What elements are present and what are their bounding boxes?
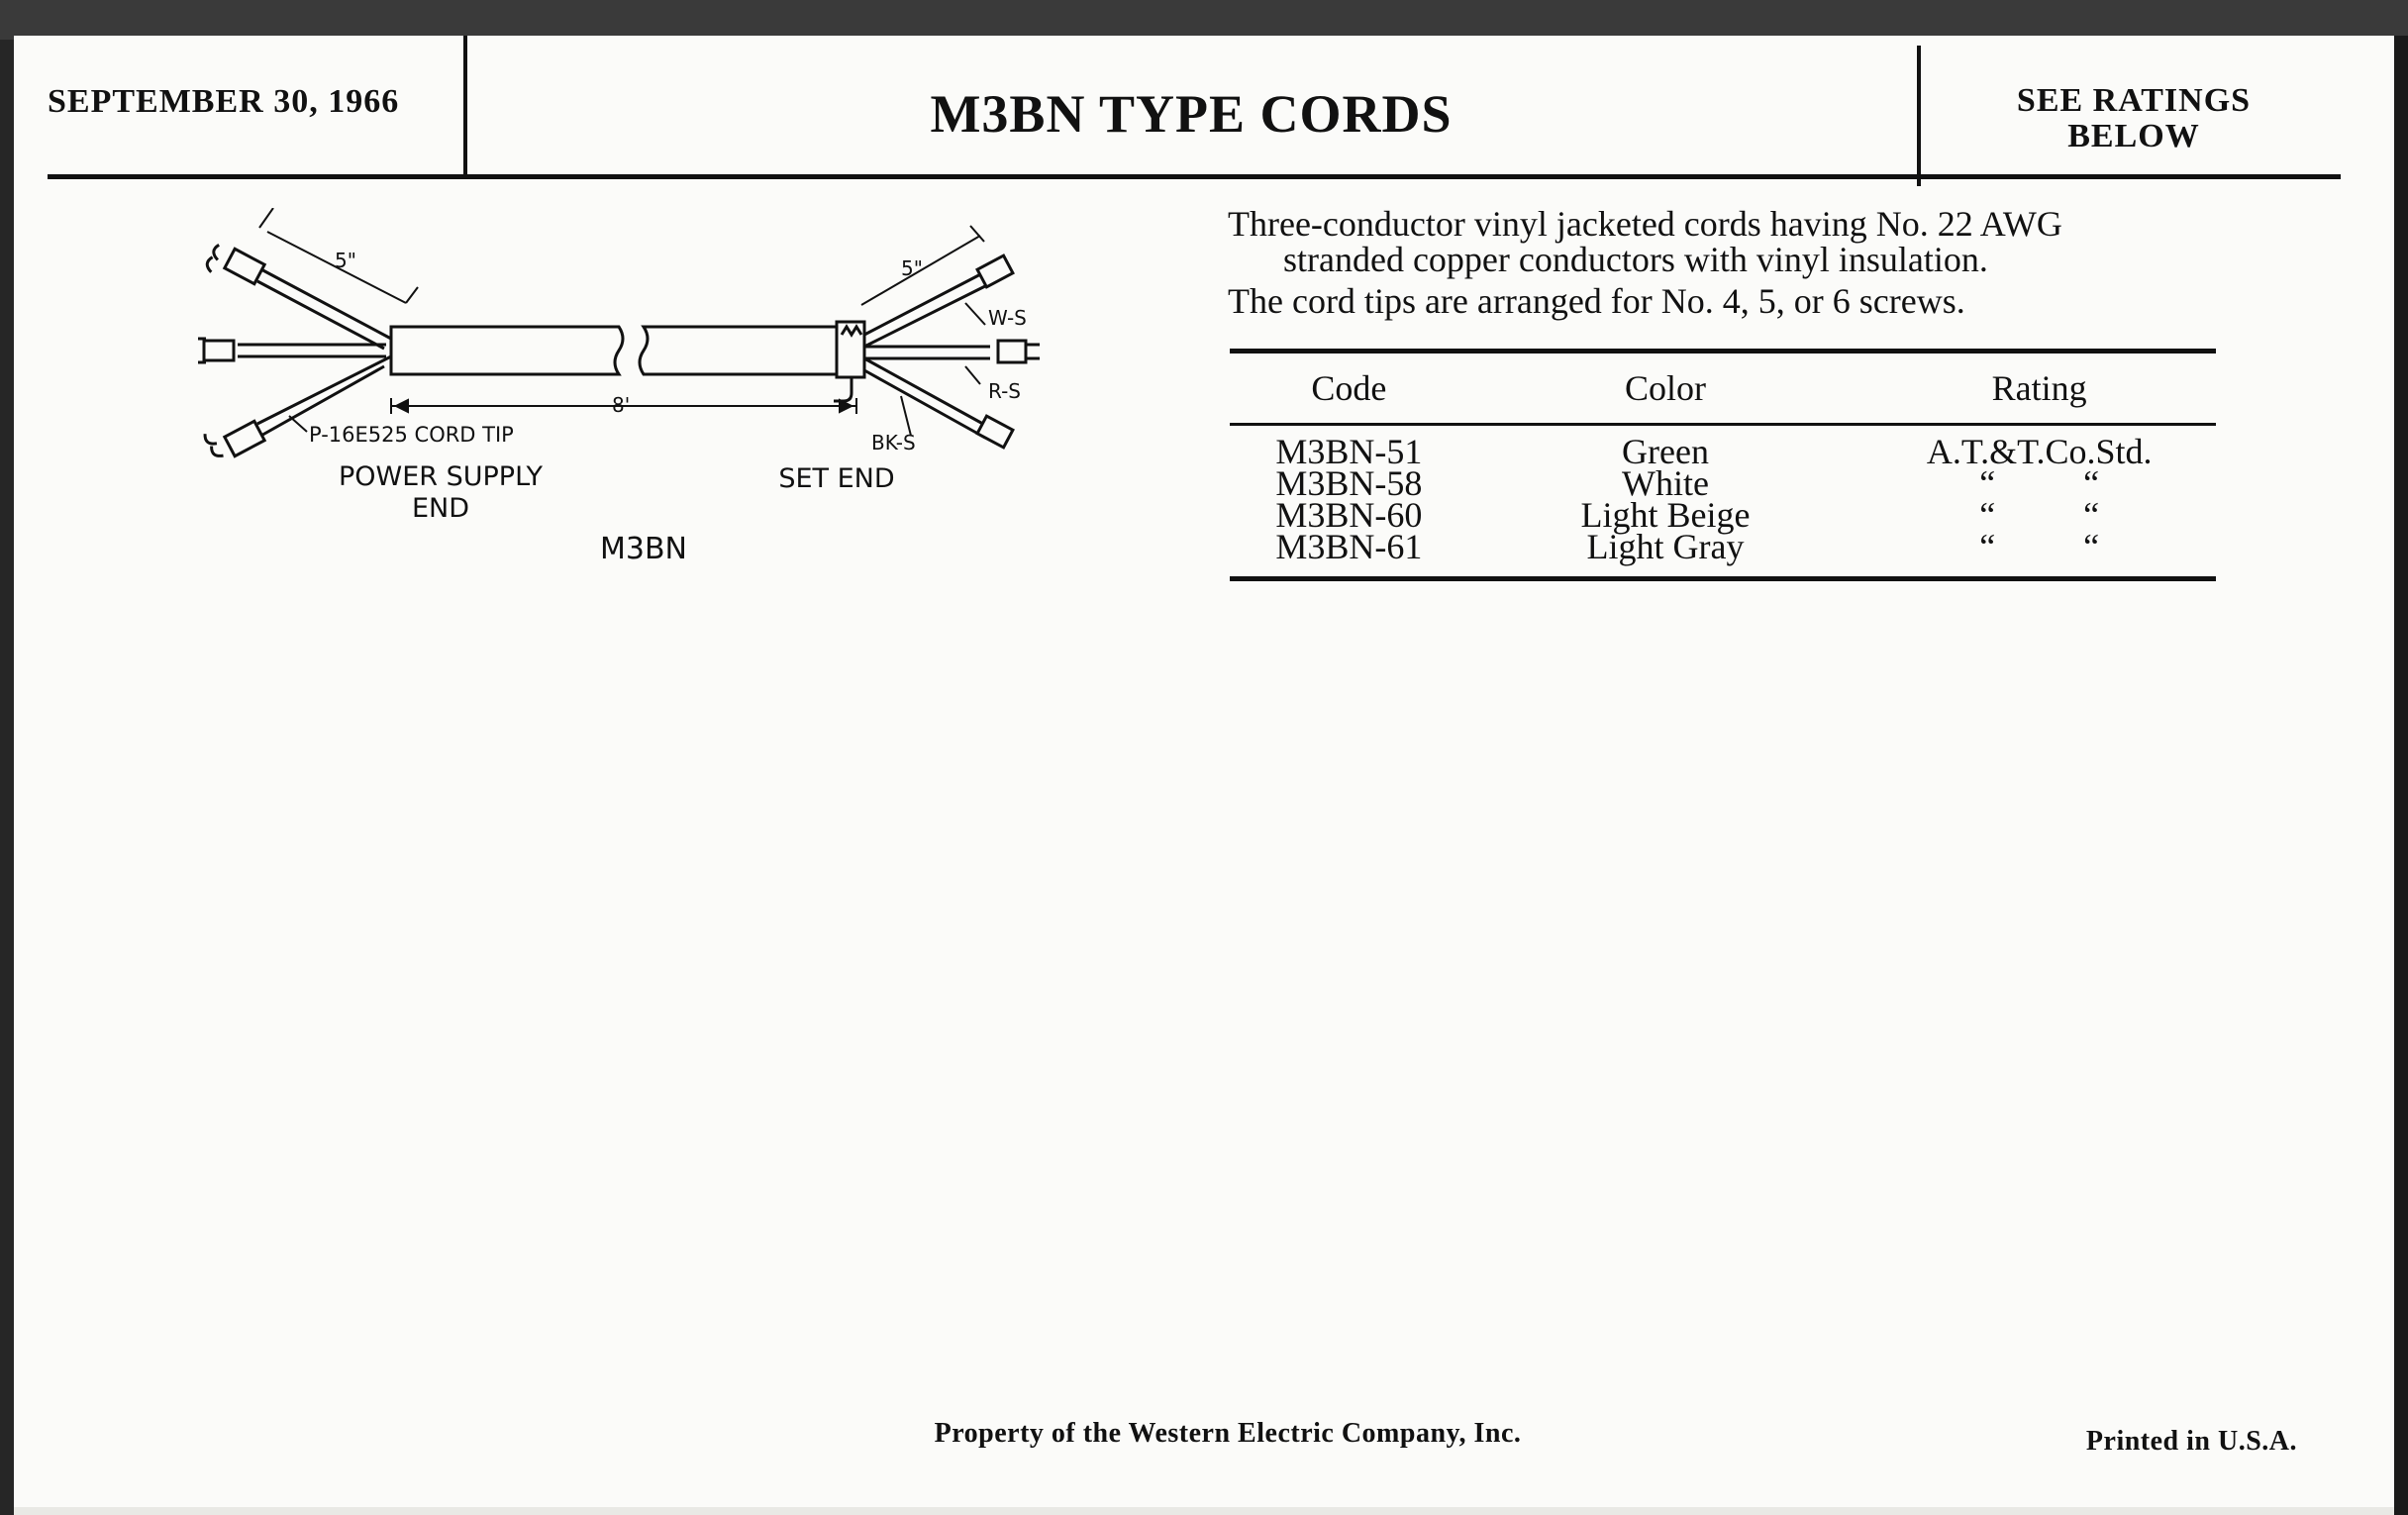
cord-tip-icon	[198, 244, 264, 459]
page-title: M3BN TYPE CORDS	[930, 84, 1453, 144]
cell-code: M3BN-51	[1275, 432, 1423, 471]
label-bks: BK-S	[871, 431, 916, 454]
cord-diagram	[198, 208, 1069, 604]
cell-code: M3BN-58	[1275, 463, 1423, 503]
cord-jacket	[391, 322, 864, 401]
scan-right-border	[2394, 36, 2408, 1515]
ratings-note-line2: BELOW	[2067, 118, 2200, 154]
dim-cord-length: 8'	[612, 393, 631, 417]
ditto-mark: “ “	[1979, 495, 2100, 535]
diagram-caption: M3BN	[600, 532, 687, 566]
footer-property: Property of the Western Electric Company, Inc.	[934, 1418, 1522, 1449]
set-end-tips	[977, 255, 1040, 448]
scan-bottom-edge	[14, 1507, 2394, 1515]
description-line3: The cord tips are arranged for No. 4, 5, or 6 screws.	[1228, 281, 1965, 321]
label-power-end-line2: END	[411, 493, 470, 524]
header-ratings-note	[1921, 83, 2347, 154]
ditto-mark: “ “	[1979, 527, 2100, 566]
ditto-mark: “ “	[1979, 463, 2100, 503]
dim-tip-left: 5"	[335, 249, 356, 272]
set-end-leads	[864, 269, 995, 438]
power-end-leads	[238, 267, 391, 438]
label-cord-tip: P-16E525 CORD TIP	[309, 423, 514, 447]
label-ws: W-S	[988, 306, 1027, 330]
cell-color: Light Beige	[1580, 495, 1751, 535]
description-line2: stranded copper conductors with vinyl insulation.	[1283, 240, 1988, 279]
cell-rating: A.T.&T.Co.Std.	[1926, 432, 2153, 471]
header-date: SEPTEMBER 30, 1966	[48, 83, 400, 120]
description-line1: Three-conductor vinyl jacketed cords having No. 22 AWG	[1228, 204, 2062, 244]
cell-rating	[1862, 527, 2216, 579]
ratings-note-line1: SEE RATINGS	[2016, 82, 2252, 119]
cell-code: M3BN-60	[1275, 495, 1423, 535]
description	[1228, 206, 2218, 319]
cell-code: M3BN-61	[1230, 531, 1468, 579]
cell-color: Light Gray	[1468, 531, 1863, 579]
table-row	[1230, 425, 2216, 468]
label-set-end: SET END	[778, 463, 895, 494]
header-rating: Rating	[1862, 352, 2216, 425]
header-color: Color	[1468, 352, 1863, 425]
table-row	[1230, 531, 2216, 579]
dim-tip-right: 5"	[901, 256, 923, 280]
cell-color: White	[1622, 463, 1709, 503]
header-rule	[48, 174, 2341, 179]
table-header-row	[1230, 352, 2216, 425]
label-power-end-line1: POWER SUPPLY	[338, 461, 544, 492]
label-rs: R-S	[988, 379, 1021, 403]
footer-printed: Printed in U.S.A.	[2085, 1426, 2297, 1457]
cord-table	[1230, 349, 2216, 581]
cell-color: Green	[1622, 432, 1709, 471]
header-code: Code	[1230, 352, 1468, 425]
scan-top-border	[0, 0, 2408, 40]
